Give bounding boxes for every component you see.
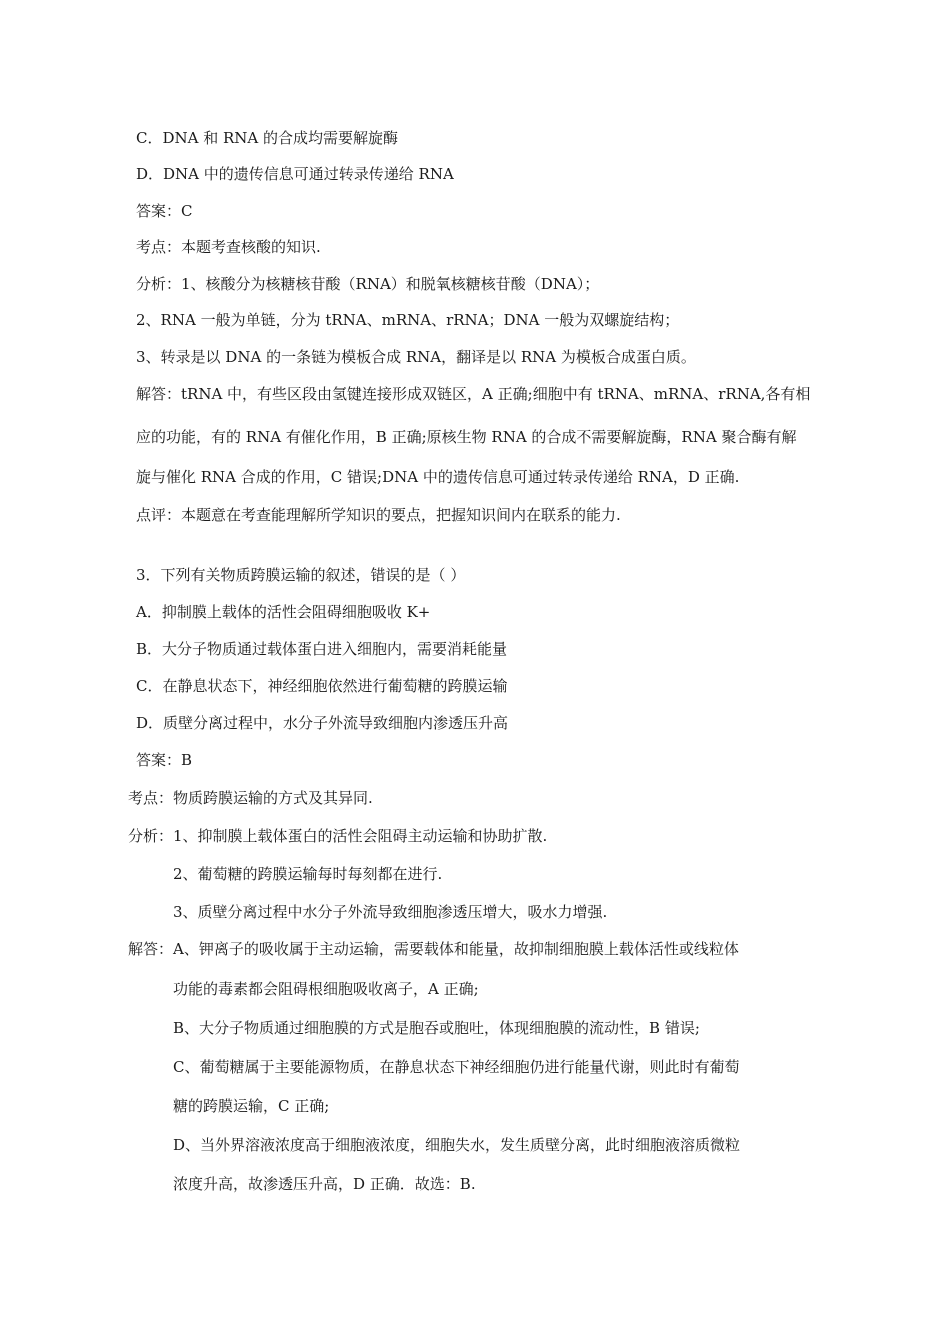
q3-solution-a-line-1: 解答：A、钾离子的吸收属于主动运输，需要载体和能量，故抑制细胞膜上载体活性或线粒体: [128, 940, 739, 958]
q2-analysis-1: 分析：1、核酸分为核糖核苷酸（RNA）和脱氧核糖核苷酸（DNA）；: [136, 275, 600, 293]
q2-solution-line-2: 应的功能，有的 RNA 有催化作用，B 正确;原核生物 RNA 的合成不需要解旋酶，RNA 聚合酶有解: [136, 428, 797, 446]
q3-answer: 答案：B: [136, 751, 193, 769]
q3-stem: 3．下列有关物质跨膜运输的叙述，错误的是（ ）: [136, 566, 466, 584]
q3-solution-d-line-2: 浓度升高，故渗透压升高，D 正确．故选：B.: [173, 1175, 476, 1193]
q2-topic: 考点：本题考查核酸的知识.: [136, 238, 321, 256]
q3-solution-c-line-1: C、葡萄糖属于主要能源物质，在静息状态下神经细胞仍进行能量代谢，则此时有葡萄: [173, 1058, 740, 1076]
q2-solution-line-1: 解答：tRNA 中，有些区段由氢键连接形成双链区，A 正确;细胞中有 tRNA、mRNA、rRNA,各有相: [136, 385, 811, 403]
q3-option-b: B．大分子物质通过载体蛋白进入细胞内，需要消耗能量: [136, 640, 508, 658]
q2-option-d: D．DNA 中的遗传信息可通过转录传递给 RNA: [136, 165, 454, 183]
q3-solution-a-line-2: 功能的毒素都会阻碍根细胞吸收离子，A 正确;: [173, 980, 479, 998]
q2-comment: 点评：本题意在考查能理解所学知识的要点，把握知识间内在联系的能力.: [136, 506, 621, 524]
q2-solution-line-3: 旋与催化 RNA 合成的作用，C 错误;DNA 中的遗传信息可通过转录传递给 RNA，D 正确.: [136, 468, 740, 486]
q3-solution-b: B、大分子物质通过细胞膜的方式是胞吞或胞吐，体现细胞膜的流动性，B 错误;: [173, 1019, 700, 1037]
q3-topic: 考点：物质跨膜运输的方式及其异同.: [128, 789, 373, 807]
q2-analysis-3: 3、转录是以 DNA 的一条链为模板合成 RNA，翻译是以 RNA 为模板合成蛋白质。: [136, 348, 696, 366]
q3-option-a: A．抑制膜上载体的活性会阻碍细胞吸收 K+: [136, 603, 431, 621]
q3-solution-c-line-2: 糖的跨膜运输，C 正确;: [173, 1097, 330, 1115]
q2-option-c: C．DNA 和 RNA 的合成均需要解旋酶: [136, 129, 399, 147]
q3-analysis-3: 3、质壁分离过程中水分子外流导致细胞渗透压增大，吸水力增强.: [173, 903, 608, 921]
q3-option-d: D．质壁分离过程中，水分子外流导致细胞内渗透压升高: [136, 714, 509, 732]
q3-analysis-2: 2、葡萄糖的跨膜运输每时每刻都在进行.: [173, 865, 443, 883]
q3-solution-d-line-1: D、当外界溶液浓度高于细胞液浓度，细胞失水，发生质壁分离，此时细胞液溶质微粒: [173, 1136, 741, 1154]
q2-analysis-2: 2、RNA 一般为单链，分为 tRNA、mRNA、rRNA；DNA 一般为双螺旋结构；: [136, 311, 680, 329]
q2-answer: 答案：C: [136, 202, 193, 220]
q3-analysis-1: 分析：1、抑制膜上载体蛋白的活性会阻碍主动运输和协助扩散.: [128, 827, 548, 845]
q3-option-c: C．在静息状态下，神经细胞依然进行葡萄糖的跨膜运输: [136, 677, 508, 695]
